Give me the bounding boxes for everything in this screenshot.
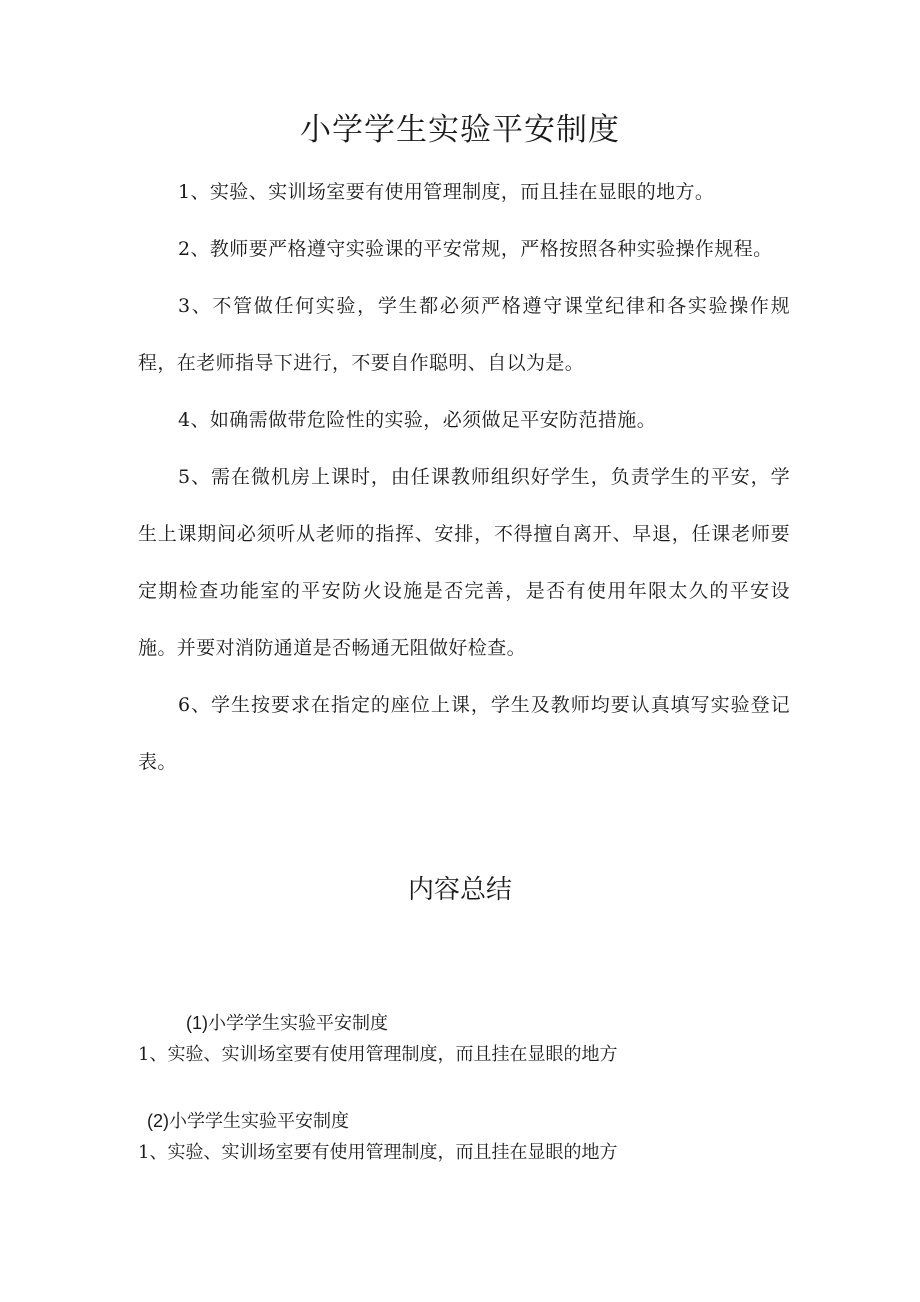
summary-item-heading: (2)小学学生实验平安制度 xyxy=(147,1111,349,1131)
paragraph-4: 4、如确需做带危险性的实验，必须做足平安防范措施。 xyxy=(178,409,657,431)
paragraph-6: 6、学生按要求在指定的座位上课，学生及教师均要认真填写实验登记表。 xyxy=(138,694,790,773)
document-title: 小学学生实验平安制度 xyxy=(300,112,620,148)
paragraph-1: 1、实验、实训场室要有使用管理制度，而且挂在显眼的地方。 xyxy=(178,181,715,203)
paragraph-2: 2、教师要严格遵守实验课的平安常规，严格按照各种实验操作规程。 xyxy=(178,238,773,260)
summary-title: 内容总结 xyxy=(407,875,512,905)
summary-item-line: 1、实验、实训场室要有使用管理制度，而且挂在显眼的地方 xyxy=(138,1044,618,1065)
summary-item-2 xyxy=(138,1106,617,1168)
paragraph-3: 3、不管做任何实验，学生都必须严格遵守课堂纪律和各实验操作规程，在老师指导下进行，不要自作聪明、自以为是。 xyxy=(138,295,790,374)
paragraph-5: 5、需在微机房上课时，由任课教师组织好学生，负责学生的平安，学生上课期间必须听从老师的指挥、安排，不得擅自离开、早退，任课老师要定期检查功能室的平安防火设施是否完善，是否有使用年限太久的平安设施。并要对消防通道是否畅通无阻做好检查。 xyxy=(138,466,790,659)
summary-item-1 xyxy=(138,1008,617,1070)
summary-item-line: 1、实验、实训场室要有使用管理制度，而且挂在显眼的地方 xyxy=(138,1142,618,1163)
document-body xyxy=(138,164,790,791)
summary-item-heading: (1)小学学生实验平安制度 xyxy=(186,1013,388,1033)
